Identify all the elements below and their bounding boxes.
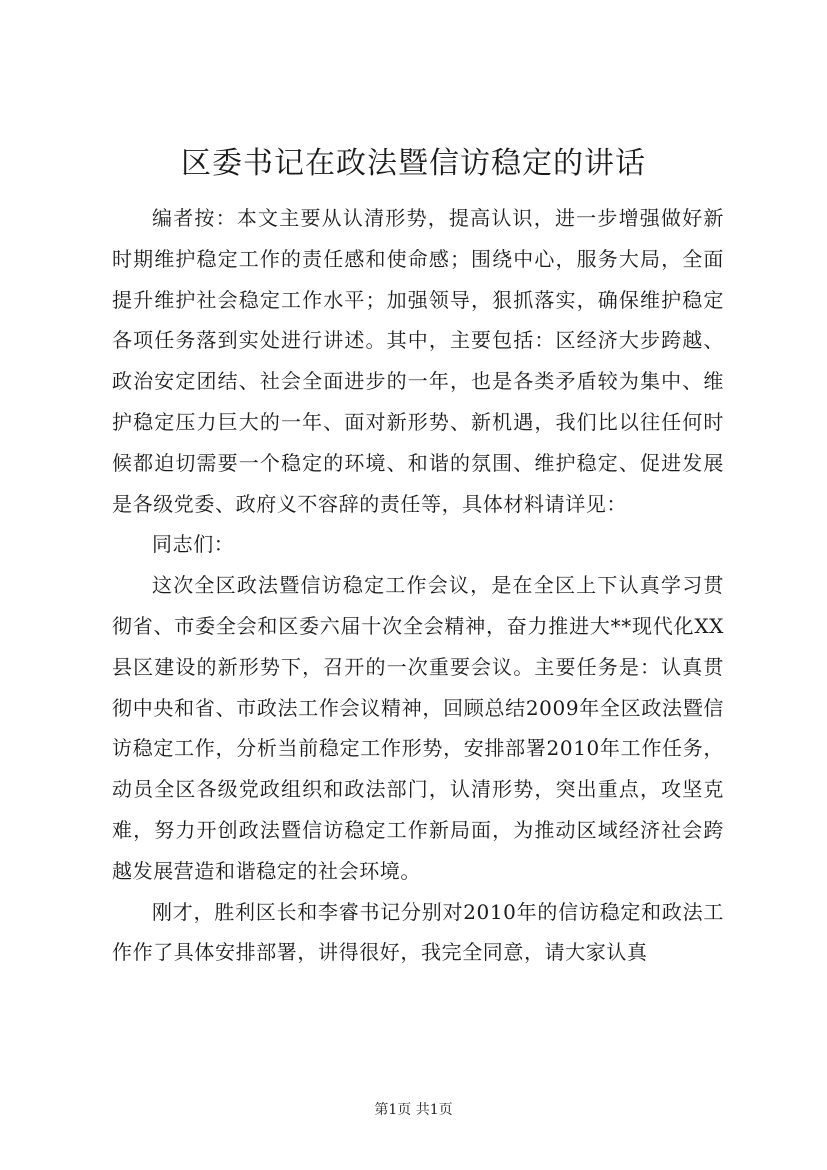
document-body — [112, 198, 724, 973]
body-paragraph: 刚才，胜利区长和李睿书记分别对2010年的信访稳定和政法工作作了具体安排部署，讲得很好，我完全同意，请大家认真 — [112, 899, 724, 965]
page-footer: 第1页 共1页 — [374, 1102, 453, 1118]
editor-note-paragraph: 编者按：本文主要从认清形势，提高认识，进一步增强做好新时期维护稳定工作的责任感和使命感；围绕中心，服务大局，全面提升维护社会稳定工作水平；加强领导，狠抓落实，确保维护稳定各项任务落到实处进行讲述。其中，主要包括：区经济大步跨越、政治安定团结、社会全面进步的一年，也是各类矛盾较为集中、维护稳定压力巨大的一年、面对新形势、新机遇，我们比以往任何时候都迫切需要一个稳定的环境、和谐的氛围、维护稳定、促进发展是各级党委、政府义不容辞的责任等，具体材料请详见： — [112, 206, 724, 516]
salutation-paragraph: 同志们： — [152, 532, 235, 557]
document-title: 区委书记在政法暨信访稳定的讲话 — [181, 146, 646, 181]
body-paragraph: 这次全区政法暨信访稳定工作会议，是在全区上下认真学习贯彻省、市委全会和区委六届十次全会精神，奋力推进大**现代化XX县区建设的新形势下，召开的一次重要会议。主要任务是：认真贯彻中央和省、市政法工作会议精神，回顾总结2009年全区政法暨信访稳定工作，分析当前稳定工作形势，安排部署2010年工作任务，动员全区各级党政组织和政法部门，认清形势，突出重点，攻坚克难，努力开创政法暨信访稳定工作新局面，为推动区域经济社会跨越发展营造和谐稳定的社会环境。 — [112, 573, 724, 883]
